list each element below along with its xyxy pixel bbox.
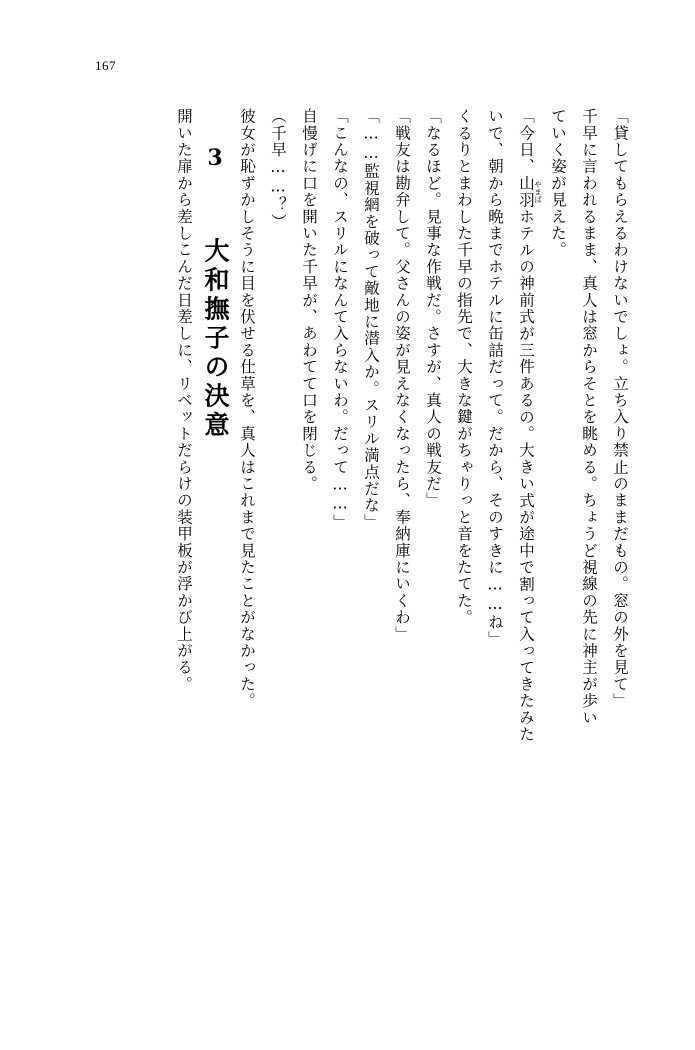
chapter-number: 3 <box>202 145 228 174</box>
chapter-first-line: 開いた扉から差しこんだ日差しに、リベットだらけの装甲板が浮かび上がる。 <box>175 108 193 693</box>
paragraph-line: 彼女が恥ずかしそうに目を伏せる仕草を、真人はこれまで見たことがなかった。 <box>238 108 256 710</box>
paragraph-line: 千早に言われるまま、真人は窓からそとを眺める。ちょうど視線の先に神主が歩い <box>580 108 598 726</box>
paragraph-line: くるりとまわした千早の指先で、大きな鍵がちゃりっと音をたてた。 <box>455 108 473 626</box>
vertical-text-body <box>60 108 635 948</box>
paragraph-line: 自慢げに口を開いた千早が、あわてて口を閉じる。 <box>300 108 318 493</box>
paragraph-line: 「今日、山羽やまばホテルの神前式が三件あるの。大きい式が途中で割って入ってきたみた <box>517 108 543 743</box>
chapter-title: 大和撫子の決意 <box>201 237 230 441</box>
paragraph-line: 「戦友は勘弁して。父さんの姿が見えなくなったら、奉納庫にいくわ」 <box>393 108 411 643</box>
paragraph-line: 「なるほど。見事な作戦だ。さすが、真人の戦友だ」 <box>424 108 442 509</box>
paragraph-line: いで、朝から晩までホテルに缶詰だって。だから、そのすきに……ね」 <box>486 108 504 648</box>
paragraph-line: （千早……？） <box>269 108 287 230</box>
paragraph-line: ていく姿が見えた。 <box>549 108 567 259</box>
page-number: 167 <box>95 58 116 73</box>
paragraph-line: 「こんなの、スリルになんて入らないわ。だって……」 <box>331 108 349 531</box>
chapter-heading <box>199 108 231 948</box>
paragraph-line: 「貸してもらえるわけないでしょ。立ち入り禁止のままだもの。窓の外を見て」 <box>611 108 629 710</box>
paragraph-line: 「……監視網を破って敵地に潜入か。スリル満点だな」 <box>362 108 380 531</box>
ruby-annotation: 山羽やまば <box>517 174 543 209</box>
